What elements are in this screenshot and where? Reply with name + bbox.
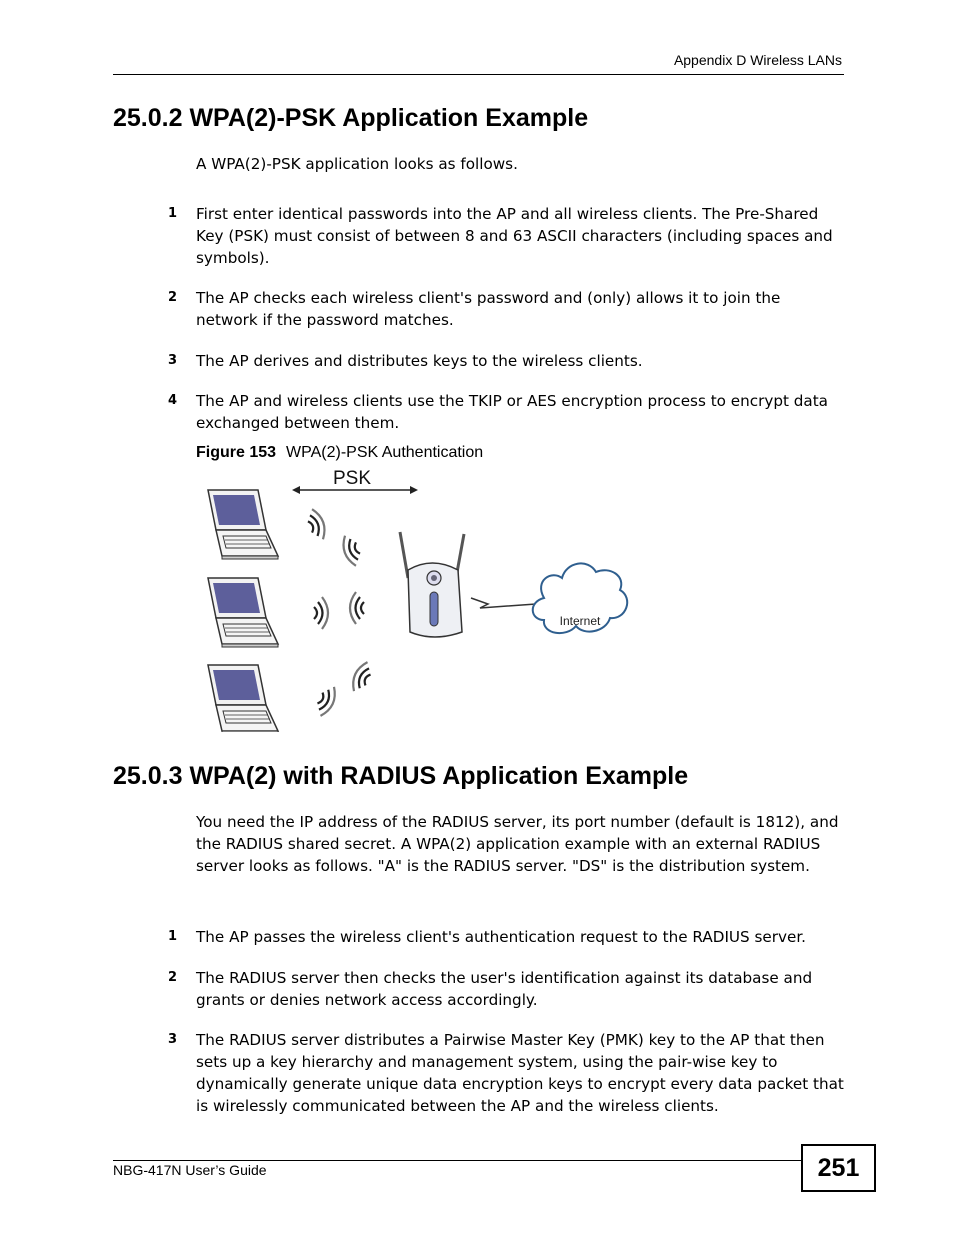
radius-intro: You need the IP address of the RADIUS server, its port number (default is 1812), and the RADIUS shared secret. A WPA(2) application example with an external RADIUS server looks as follows. "A" is the RADIUS server. "DS" is the distribution system. — [196, 813, 839, 875]
step-number: 3 — [168, 1032, 178, 1047]
footer-rule — [113, 1160, 801, 1161]
figure-label: Figure 153 — [196, 444, 277, 461]
figure-caption — [196, 444, 483, 462]
figure-title: WPA(2)-PSK Authentication — [286, 444, 484, 461]
section-heading-psk: 25.0.2 WPA(2)-PSK Application Example — [113, 104, 589, 132]
step-number: 1 — [168, 929, 178, 944]
section-heading-radius: 25.0.3 WPA(2) with RADIUS Application Example — [113, 762, 689, 790]
page-number: 251 — [801, 1144, 876, 1192]
psk-step-2: The AP checks each wireless client's password and (only) allows it to join the network if the password matches. — [196, 289, 781, 329]
guide-title: NBG-417N User’s Guide — [113, 1162, 267, 1178]
step-number: 2 — [168, 290, 178, 305]
step-number: 4 — [168, 393, 178, 408]
psk-step-3: The AP derives and distributes keys to the wireless clients. — [196, 352, 643, 370]
running-header: Appendix D Wireless LANs — [673, 52, 842, 68]
psk-step-4: The AP and wireless clients use the TKIP or AES encryption process to encrypt data exchanged between them. — [196, 392, 828, 432]
psk-step-1: First enter identical passwords into the AP and all wireless clients. The Pre-Shared Key (PSK) must consist of between 8 and 63 ASCII characters (including spaces and symbols). — [196, 205, 833, 267]
header-rule — [113, 74, 844, 75]
step-number: 3 — [168, 353, 178, 368]
psk-authentication-figure — [196, 470, 630, 732]
radius-step-1: The AP passes the wireless client's authentication request to the RADIUS server. — [196, 928, 807, 946]
radius-step-3: The RADIUS server distributes a Pairwise Master Key (PMK) key to the AP that then sets up a key hierarchy and management system, using the pair-wise key to dynamically generate unique data encryption keys to encrypt every data packet that is wirelessly communicated between the AP and the wireless clients. — [196, 1031, 844, 1115]
radius-step-2: The RADIUS server then checks the user's identification against its database and grants or denies network access accordingly. — [196, 969, 813, 1009]
internet-label: Internet — [559, 614, 601, 628]
psk-label: PSK — [332, 470, 372, 489]
psk-intro: A WPA(2)-PSK application looks as follows. — [196, 155, 518, 173]
step-number: 2 — [168, 970, 178, 985]
step-number: 1 — [168, 206, 178, 221]
